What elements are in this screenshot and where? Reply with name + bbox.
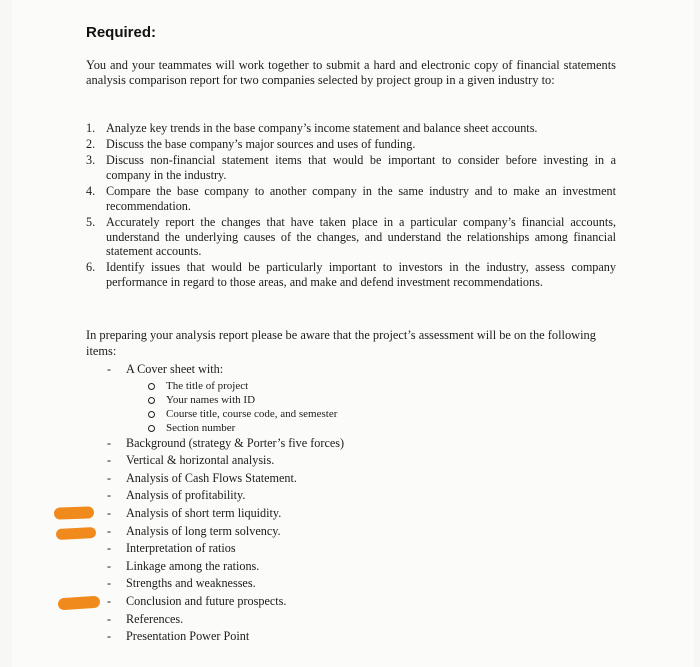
task-list — [86, 121, 616, 291]
dash-bullet: - — [107, 435, 112, 450]
dash-bullet: - — [107, 541, 112, 556]
dash-bullet: - — [107, 362, 112, 376]
task-text: Accurately report the changes that have taken place in a particular company’s financial accounts, understand the underlying causes of the changes, and understand the relationships among financial statement accounts. — [106, 214, 616, 259]
list-item — [100, 593, 520, 611]
list-item-text: Presentation Power Point — [126, 629, 250, 644]
dash-bullet: - — [107, 453, 112, 468]
required-heading: Required: — [86, 24, 157, 41]
dash-bullet: - — [107, 558, 112, 573]
list-item-text: Vertical & horizontal analysis. — [126, 453, 275, 468]
list-item-text: Linkage among the rations. — [126, 558, 260, 573]
cover-sheet-label: A Cover sheet with: — [126, 362, 224, 376]
list-item — [100, 628, 520, 646]
list-item — [100, 611, 520, 629]
task-text: Analyze key trends in the base company’s income statement and balance sheet accounts. — [106, 121, 538, 135]
list-item — [100, 575, 520, 593]
list-item-text: Analysis of long term solvency. — [126, 523, 281, 538]
list-item-text: Analysis of short term liquidity. — [126, 505, 282, 520]
sub-item-text: Course title, course code, and semester — [166, 407, 338, 420]
task-text: Identify issues that would be particularly important to investors in the industry, assess company performance in regard to those areas, and make and defend investment recommendations. — [106, 260, 616, 289]
task-item — [86, 260, 616, 289]
task-text: Compare the base company to another company in the same industry and to make an investment recommendation. — [106, 184, 616, 213]
circle-bullet-icon — [148, 425, 155, 432]
dash-bullet: - — [107, 593, 112, 608]
task-text: Discuss non-financial statement items that would be important to consider before investing in a company in the industry. — [106, 153, 616, 182]
sub-item-text: Your names with ID — [166, 393, 256, 406]
sub-item — [100, 421, 520, 435]
list-item — [100, 505, 520, 523]
sub-item-text: Section number — [166, 421, 236, 434]
list-item — [100, 558, 520, 576]
task-text: Discuss the base company’s major sources and uses of funding. — [106, 137, 416, 152]
list-item-text: Background (strategy & Porter’s five forces) — [126, 435, 345, 450]
highlight-mark — [54, 506, 94, 519]
sub-item — [100, 379, 520, 393]
circle-bullet-icon — [148, 383, 155, 390]
dash-bullet: - — [107, 576, 112, 591]
list-item — [100, 523, 520, 541]
task-number: 6. — [86, 260, 96, 275]
task-item — [86, 153, 616, 182]
task-item — [86, 137, 616, 152]
assessment-items — [100, 361, 520, 646]
list-item — [100, 435, 520, 453]
task-item — [86, 121, 616, 136]
assessment-intro: In preparing your analysis report please be aware that the project’s assessment will be on the following items: — [86, 328, 596, 358]
list-item-text: Analysis of Cash Flows Statement. — [126, 470, 297, 485]
list-item — [100, 487, 520, 505]
task-number: 5. — [86, 214, 96, 229]
list-item-text: Interpretation of ratios — [126, 541, 236, 556]
list-item — [100, 452, 520, 470]
list-item-cover-sheet — [100, 361, 520, 379]
highlight-mark — [56, 527, 97, 540]
sub-item — [100, 393, 520, 407]
list-item — [100, 540, 520, 558]
task-number: 2. — [86, 137, 96, 152]
dash-bullet: - — [107, 523, 112, 538]
list-item-text: Analysis of profitability. — [126, 488, 246, 503]
list-item — [100, 470, 520, 488]
list-item-text: Strengths and weaknesses. — [126, 576, 256, 591]
dash-bullet: - — [107, 470, 112, 485]
sub-item — [100, 407, 520, 421]
list-item-text: Conclusion and future prospects. — [126, 593, 287, 608]
circle-bullet-icon — [148, 411, 155, 418]
task-item — [86, 215, 616, 259]
intro-paragraph: You and your teammates will work together to submit a hard and electronic copy of financial statements analysis comparison report for two companies selected by project group in a given industry to: — [86, 58, 616, 87]
task-number: 4. — [86, 184, 96, 199]
dash-bullet: - — [107, 611, 112, 626]
dash-bullet: - — [107, 505, 112, 520]
sub-item-text: The title of project — [166, 379, 249, 392]
dash-bullet: - — [107, 629, 112, 644]
task-number: 3. — [86, 153, 96, 168]
task-number: 1. — [86, 121, 96, 135]
task-item — [86, 184, 616, 213]
list-item-text: References. — [126, 611, 184, 626]
circle-bullet-icon — [148, 397, 155, 404]
dash-bullet: - — [107, 488, 112, 503]
